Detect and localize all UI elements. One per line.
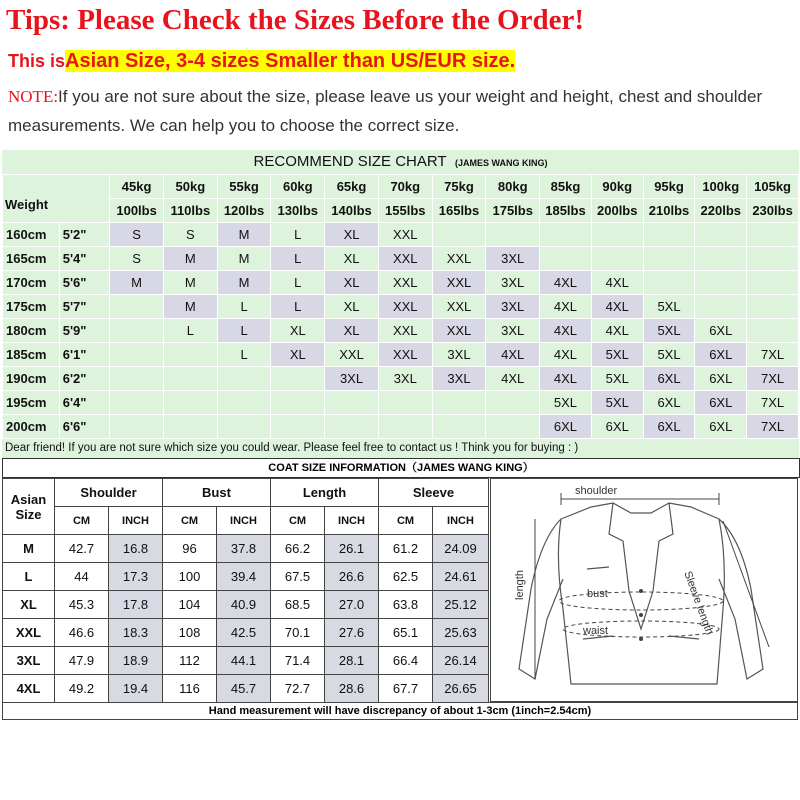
- recommended-size-cell: XL: [271, 343, 325, 367]
- weight-kg-header: 65kg: [325, 175, 379, 199]
- coat-measure-cell: 68.5: [271, 591, 325, 619]
- recommended-size-cell: [217, 367, 271, 391]
- recommended-size-cell: XL: [325, 247, 379, 271]
- height-cm: 160cm: [3, 223, 60, 247]
- height-cm: 165cm: [3, 247, 60, 271]
- asian-size-header: [3, 479, 55, 535]
- recommended-size-cell: [110, 343, 164, 367]
- recommended-size-cell: 4XL: [540, 343, 592, 367]
- recommended-size-cell: [325, 415, 379, 439]
- coat-unit-header: CM: [55, 507, 109, 535]
- recommended-size-cell: 4XL: [540, 295, 592, 319]
- coat-measure-cell: 70.1: [271, 619, 325, 647]
- recommended-size-cell: [110, 415, 164, 439]
- coat-measure-cell: 71.4: [271, 647, 325, 675]
- coat-measure-cell: 66.2: [271, 535, 325, 563]
- coat-measure-cell: 44: [55, 563, 109, 591]
- coat-measure-cell: 18.9: [109, 647, 163, 675]
- coat-measure-cell: 61.2: [379, 535, 433, 563]
- coat-measure-cell: 67.7: [379, 675, 433, 703]
- height-cm: 185cm: [3, 343, 60, 367]
- sleeve-length-label: Sleeve length: [681, 569, 716, 637]
- recommended-size-cell: [486, 223, 540, 247]
- recommended-size-cell: 3XL: [325, 367, 379, 391]
- asian-label: Asian: [10, 491, 47, 507]
- bust-label: bust: [587, 588, 608, 600]
- weight-corner: [3, 175, 110, 223]
- coat-measure-cell: 100: [163, 563, 217, 591]
- coat-measure-cell: 28.6: [325, 675, 379, 703]
- coat-unit-header: CM: [379, 507, 433, 535]
- coat-measure-cell: 45.3: [55, 591, 109, 619]
- recommended-size-cell: [695, 271, 747, 295]
- height-ft: 5'9": [59, 319, 110, 343]
- recommended-size-cell: [378, 415, 432, 439]
- recommended-size-cell: L: [217, 343, 271, 367]
- weight-kg-header: 55kg: [217, 175, 271, 199]
- coat-measure-cell: 37.8: [217, 535, 271, 563]
- recommended-size-cell: XXL: [378, 223, 432, 247]
- coat-unit-header: CM: [163, 507, 217, 535]
- height-ft: 6'1": [59, 343, 110, 367]
- recommended-size-cell: 3XL: [486, 247, 540, 271]
- recommended-size-cell: M: [217, 271, 271, 295]
- height-cm: 170cm: [3, 271, 60, 295]
- recommended-size-cell: [486, 391, 540, 415]
- weight-lbs-header: 165lbs: [432, 199, 486, 223]
- weight-lbs-header: 175lbs: [486, 199, 540, 223]
- coat-measure-cell: 26.65: [433, 675, 489, 703]
- coat-measure-cell: 116: [163, 675, 217, 703]
- recommended-size-cell: 3XL: [432, 343, 486, 367]
- recommended-size-cell: 5XL: [591, 343, 643, 367]
- asian-highlight: Asian Size, 3-4 sizes Smaller than US/EUR size.: [65, 50, 516, 72]
- recommend-title-text: RECOMMEND SIZE CHART: [253, 153, 447, 170]
- recommended-size-cell: [747, 223, 799, 247]
- recommended-size-cell: [540, 223, 592, 247]
- weight-lbs-header: 185lbs: [540, 199, 592, 223]
- recommended-size-cell: 6XL: [643, 367, 695, 391]
- recommended-size-cell: XXL: [432, 247, 486, 271]
- weight-lbs-header: 200lbs: [591, 199, 643, 223]
- recommended-size-cell: 6XL: [643, 391, 695, 415]
- asian-size-notice: [8, 50, 515, 73]
- weight-lbs-header: 210lbs: [643, 199, 695, 223]
- height-row: [3, 367, 799, 391]
- recommended-size-cell: 7XL: [747, 391, 799, 415]
- weight-kg-header: 45kg: [110, 175, 164, 199]
- recommended-size-cell: [378, 391, 432, 415]
- recommended-size-cell: 6XL: [695, 319, 747, 343]
- height-row: [3, 271, 799, 295]
- recommended-size-cell: L: [271, 271, 325, 295]
- height-ft: 6'2": [59, 367, 110, 391]
- recommended-size-cell: 4XL: [591, 271, 643, 295]
- recommend-size-chart: [2, 150, 799, 458]
- recommended-size-cell: [432, 415, 486, 439]
- height-cm: 175cm: [3, 295, 60, 319]
- recommended-size-cell: [163, 415, 217, 439]
- recommended-size-cell: XXL: [378, 271, 432, 295]
- recommended-size-cell: [591, 223, 643, 247]
- recommended-size-cell: 6XL: [643, 415, 695, 439]
- recommended-size-cell: 7XL: [747, 415, 799, 439]
- coat-size-label: XXL: [3, 619, 55, 647]
- recommended-size-cell: XXL: [432, 271, 486, 295]
- weight-kg-header: 75kg: [432, 175, 486, 199]
- coat-measure-cell: 18.3: [109, 619, 163, 647]
- coat-measure-cell: 24.61: [433, 563, 489, 591]
- coat-size-row: [3, 647, 489, 675]
- recommended-size-cell: L: [271, 295, 325, 319]
- recommended-size-cell: XL: [325, 271, 379, 295]
- recommended-size-cell: S: [110, 223, 164, 247]
- recommended-size-cell: [695, 295, 747, 319]
- measurement-footer: Hand measurement will have discrepancy of about 1-3cm (1inch=2.54cm): [2, 702, 798, 720]
- coat-measure-cell: 17.3: [109, 563, 163, 591]
- coat-measure-cell: 96: [163, 535, 217, 563]
- coat-size-label: M: [3, 535, 55, 563]
- coat-measure-cell: 39.4: [217, 563, 271, 591]
- coat-unit-header: INCH: [433, 507, 489, 535]
- recommended-size-cell: [163, 367, 217, 391]
- coat-measure-cell: 44.1: [217, 647, 271, 675]
- weight-kg-header: 80kg: [486, 175, 540, 199]
- coat-measure-cell: 108: [163, 619, 217, 647]
- recommended-size-cell: XXL: [325, 343, 379, 367]
- coat-measure-cell: 46.6: [55, 619, 109, 647]
- recommended-size-cell: L: [163, 319, 217, 343]
- recommended-size-cell: L: [271, 223, 325, 247]
- coat-measure-cell: 40.9: [217, 591, 271, 619]
- coat-measure-cell: 16.8: [109, 535, 163, 563]
- recommended-size-cell: 3XL: [486, 319, 540, 343]
- coat-size-row: [3, 619, 489, 647]
- weight-lbs-header: 130lbs: [271, 199, 325, 223]
- weight-kg-header: 105kg: [747, 175, 799, 199]
- coat-group-header: Length: [271, 479, 379, 507]
- recommended-size-cell: 4XL: [591, 319, 643, 343]
- weight-lbs-header: 140lbs: [325, 199, 379, 223]
- coat-measure-cell: 112: [163, 647, 217, 675]
- recommended-size-cell: 5XL: [591, 391, 643, 415]
- coat-measure-cell: 27.6: [325, 619, 379, 647]
- coat-measure-cell: 25.12: [433, 591, 489, 619]
- coat-measure-cell: 67.5: [271, 563, 325, 591]
- coat-unit-header: CM: [271, 507, 325, 535]
- recommended-size-cell: S: [110, 247, 164, 271]
- recommended-size-cell: [747, 247, 799, 271]
- coat-measure-cell: 62.5: [379, 563, 433, 591]
- recommended-size-cell: XXL: [432, 295, 486, 319]
- weight-lbs-header: 100lbs: [110, 199, 164, 223]
- coat-title: COAT SIZE INFORMATION（JAMES WANG KING）: [2, 458, 800, 478]
- recommended-size-cell: [695, 247, 747, 271]
- recommended-size-cell: 4XL: [540, 319, 592, 343]
- recommended-size-cell: [325, 391, 379, 415]
- recommended-size-cell: 6XL: [540, 415, 592, 439]
- height-ft: 6'6": [59, 415, 110, 439]
- recommended-size-cell: [217, 391, 271, 415]
- recommended-size-cell: XXL: [432, 319, 486, 343]
- recommended-size-cell: 5XL: [591, 367, 643, 391]
- coat-measure-cell: 27.0: [325, 591, 379, 619]
- recommended-size-cell: [110, 367, 164, 391]
- recommended-size-cell: 6XL: [591, 415, 643, 439]
- recommended-size-cell: L: [217, 319, 271, 343]
- recommend-footnote: Dear friend! If you are not sure which size you could wear. Please feel free to contact us ! Think you for buying : ): [5, 442, 579, 454]
- recommended-size-cell: [695, 223, 747, 247]
- weight-kg-header: 90kg: [591, 175, 643, 199]
- height-ft: 6'4": [59, 391, 110, 415]
- note-text: If you are not sure about the size, please leave us your weight and height, chest and shoulder measurements. We can help you to choose the correct size.: [8, 87, 763, 135]
- coat-measure-cell: 19.4: [109, 675, 163, 703]
- recommended-size-cell: XL: [325, 319, 379, 343]
- recommended-size-cell: 3XL: [378, 367, 432, 391]
- recommended-size-cell: [271, 415, 325, 439]
- recommended-size-cell: [747, 295, 799, 319]
- recommended-size-cell: XXL: [378, 319, 432, 343]
- coat-measure-cell: 42.7: [55, 535, 109, 563]
- recommended-size-cell: [217, 415, 271, 439]
- recommended-size-cell: XL: [325, 223, 379, 247]
- coat-measure-cell: 49.2: [55, 675, 109, 703]
- recommended-size-cell: [643, 271, 695, 295]
- recommended-size-cell: 6XL: [695, 415, 747, 439]
- height-row: [3, 223, 799, 247]
- coat-measure-cell: 65.1: [379, 619, 433, 647]
- recommended-size-cell: 3XL: [486, 271, 540, 295]
- coat-measure-cell: 24.09: [433, 535, 489, 563]
- coat-size-row: [3, 591, 489, 619]
- weight-lbs-header: 110lbs: [163, 199, 217, 223]
- recommended-size-cell: [747, 319, 799, 343]
- height-row: [3, 319, 799, 343]
- coat-unit-header: INCH: [325, 507, 379, 535]
- coat-measure-cell: 17.8: [109, 591, 163, 619]
- weight-kg-header: 95kg: [643, 175, 695, 199]
- length-label: length: [513, 570, 526, 600]
- recommended-size-cell: [540, 247, 592, 271]
- recommended-size-cell: [271, 367, 325, 391]
- height-row: [3, 343, 799, 367]
- height-cm: 195cm: [3, 391, 60, 415]
- coat-measure-cell: 28.1: [325, 647, 379, 675]
- coat-size-row: [3, 563, 489, 591]
- recommended-size-cell: [432, 391, 486, 415]
- size-label: Size: [15, 506, 42, 522]
- recommended-size-cell: M: [110, 271, 164, 295]
- recommended-size-cell: XXL: [378, 343, 432, 367]
- recommended-size-cell: [271, 391, 325, 415]
- recommended-size-cell: [110, 295, 164, 319]
- coat-size-label: 4XL: [3, 675, 55, 703]
- recommended-size-cell: 5XL: [643, 343, 695, 367]
- recommended-size-cell: M: [163, 271, 217, 295]
- recommended-size-cell: M: [163, 247, 217, 271]
- recommended-size-cell: S: [163, 223, 217, 247]
- height-cm: 200cm: [3, 415, 60, 439]
- asian-prefix: This is: [8, 51, 66, 71]
- recommended-size-cell: [486, 415, 540, 439]
- recommended-size-cell: [163, 343, 217, 367]
- recommended-size-cell: [110, 319, 164, 343]
- waist-label: waist: [583, 625, 609, 637]
- note-paragraph: [8, 82, 798, 140]
- weight-kg-header: 100kg: [695, 175, 747, 199]
- recommended-size-cell: L: [271, 247, 325, 271]
- height-ft: 5'6": [59, 271, 110, 295]
- weight-kg-header: 70kg: [378, 175, 432, 199]
- coat-measure-cell: 104: [163, 591, 217, 619]
- height-cm: 190cm: [3, 367, 60, 391]
- weight-corner-label: Weight: [5, 197, 49, 212]
- height-row: [3, 295, 799, 319]
- recommended-size-cell: [432, 223, 486, 247]
- recommended-size-cell: [747, 271, 799, 295]
- recommended-size-cell: 6XL: [695, 343, 747, 367]
- recommended-size-cell: [591, 247, 643, 271]
- coat-measure-cell: 66.4: [379, 647, 433, 675]
- shoulder-label: shoulder: [575, 485, 618, 497]
- recommended-size-cell: 7XL: [747, 343, 799, 367]
- coat-unit-header: INCH: [217, 507, 271, 535]
- recommend-table: [2, 174, 799, 439]
- weight-kg-header: 50kg: [163, 175, 217, 199]
- height-row: [3, 391, 799, 415]
- weight-lbs-header: 230lbs: [747, 199, 799, 223]
- recommended-size-cell: 4XL: [540, 271, 592, 295]
- recommended-size-cell: M: [217, 247, 271, 271]
- recommended-size-cell: 3XL: [432, 367, 486, 391]
- recommended-size-cell: 4XL: [540, 367, 592, 391]
- recommended-size-cell: 5XL: [643, 295, 695, 319]
- coat-size-table: [2, 478, 489, 703]
- weight-kg-header: 60kg: [271, 175, 325, 199]
- coat-measure-cell: 26.6: [325, 563, 379, 591]
- coat-size-label: L: [3, 563, 55, 591]
- coat-measure-cell: 47.9: [55, 647, 109, 675]
- coat-measure-cell: 45.7: [217, 675, 271, 703]
- recommended-size-cell: [643, 223, 695, 247]
- tips-heading: Tips: Please Check the Sizes Before the Order!: [6, 4, 585, 36]
- height-row: [3, 247, 799, 271]
- recommend-subtitle: (JAMES WANG KING): [454, 158, 548, 168]
- recommended-size-cell: XL: [271, 319, 325, 343]
- recommended-size-cell: XXL: [378, 247, 432, 271]
- height-ft: 5'7": [59, 295, 110, 319]
- coat-group-header: Sleeve: [379, 479, 489, 507]
- height-row: [3, 415, 799, 439]
- recommended-size-cell: M: [163, 295, 217, 319]
- recommended-size-cell: [110, 391, 164, 415]
- weight-lbs-header: 155lbs: [378, 199, 432, 223]
- recommended-size-cell: XL: [325, 295, 379, 319]
- weight-lbs-header: 120lbs: [217, 199, 271, 223]
- recommended-size-cell: [163, 391, 217, 415]
- coat-measure-cell: 42.5: [217, 619, 271, 647]
- coat-measure-cell: 25.63: [433, 619, 489, 647]
- coat-group-header: Shoulder: [55, 479, 163, 507]
- coat-group-header: Bust: [163, 479, 271, 507]
- recommend-title: [2, 150, 799, 174]
- height-ft: 5'4": [59, 247, 110, 271]
- recommended-size-cell: 5XL: [643, 319, 695, 343]
- weight-lbs-header: 220lbs: [695, 199, 747, 223]
- height-ft: 5'2": [59, 223, 110, 247]
- recommended-size-cell: 6XL: [695, 367, 747, 391]
- coat-size-row: [3, 535, 489, 563]
- coat-unit-header: INCH: [109, 507, 163, 535]
- coat-measure-cell: 72.7: [271, 675, 325, 703]
- recommended-size-cell: 5XL: [540, 391, 592, 415]
- recommended-size-cell: 6XL: [695, 391, 747, 415]
- coat-measure-cell: 26.14: [433, 647, 489, 675]
- recommended-size-cell: 4XL: [486, 343, 540, 367]
- jacket-outline-svg: [491, 479, 797, 701]
- coat-measure-cell: 26.1: [325, 535, 379, 563]
- recommended-size-cell: 3XL: [486, 295, 540, 319]
- coat-size-row: [3, 675, 489, 703]
- recommended-size-cell: [643, 247, 695, 271]
- recommended-size-cell: M: [217, 223, 271, 247]
- weight-kg-header: 85kg: [540, 175, 592, 199]
- coat-size-label: 3XL: [3, 647, 55, 675]
- recommended-size-cell: 4XL: [591, 295, 643, 319]
- recommended-size-cell: 4XL: [486, 367, 540, 391]
- coat-measure-cell: 63.8: [379, 591, 433, 619]
- recommended-size-cell: L: [217, 295, 271, 319]
- recommended-size-cell: 7XL: [747, 367, 799, 391]
- recommended-size-cell: XXL: [378, 295, 432, 319]
- note-label: NOTE:: [8, 87, 59, 106]
- jacket-diagram: [490, 478, 798, 702]
- coat-size-label: XL: [3, 591, 55, 619]
- height-cm: 180cm: [3, 319, 60, 343]
